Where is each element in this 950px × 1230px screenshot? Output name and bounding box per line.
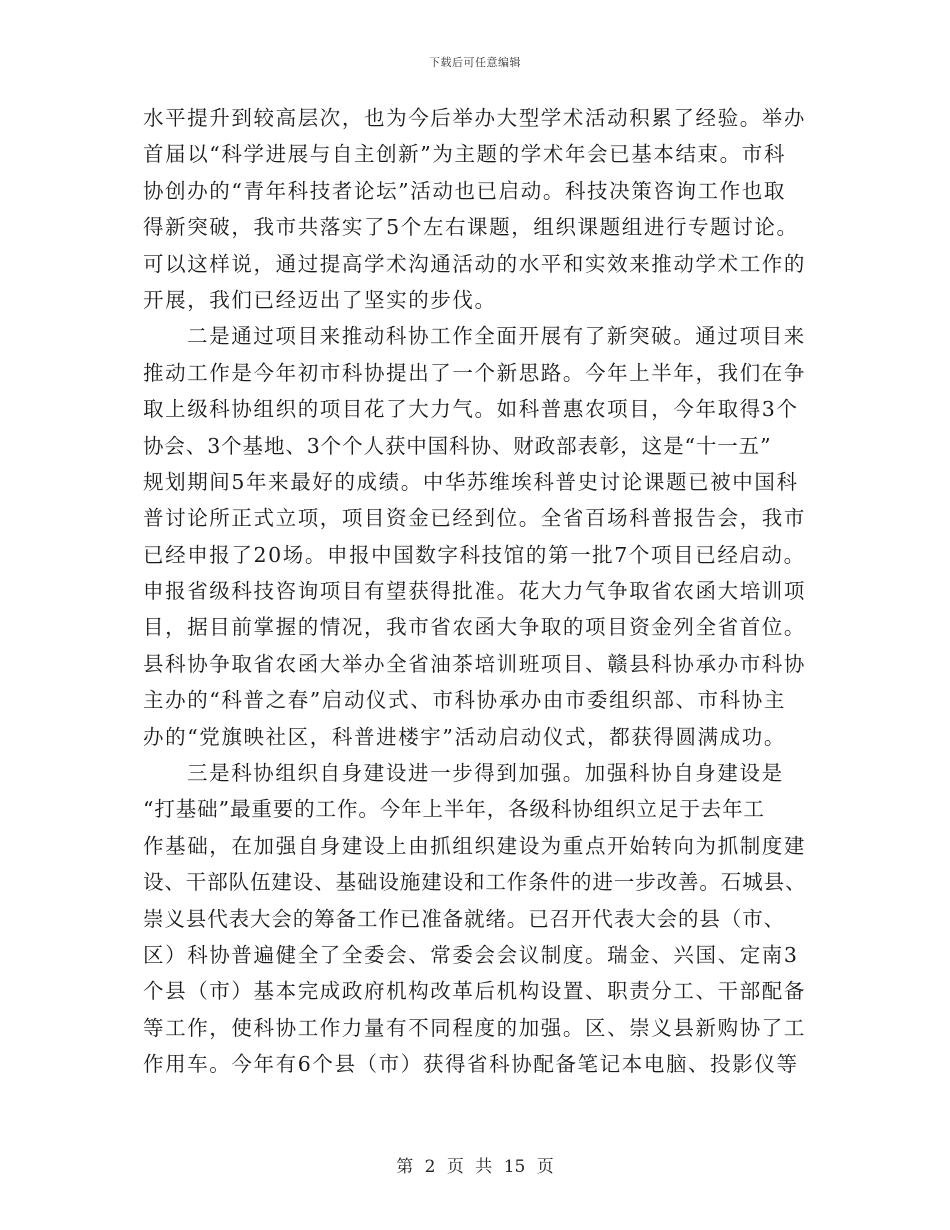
body-line: 县科协争取省农函大举办全省油茶培训班项目、赣县科协承办市科协 (143, 651, 806, 676)
body-line: 区）科协普遍健全了全委会、常委会会议制度。瑞金、兴国、定南3 (143, 942, 799, 967)
paragraph-start-line: 二是通过项目来推动科协工作全面开展有了新突破。通过项目来 (187, 324, 806, 349)
body-line: 崇义县代表大会的筹备工作已准备就绪。已召开代表大会的县（市、 (143, 906, 785, 931)
paragraph-start-line: 三是科协组织自身建设进一步得到加强。加强科协自身建设是 (187, 761, 784, 786)
body-line: 水平提升到较高层次，也为今后举办大型学术活动积累了经验。举办 (143, 106, 806, 130)
body-line: 可以这样说，通过提高学术沟通活动的水平和实效来推动学术工作的 (143, 251, 806, 276)
document-body (143, 100, 811, 1083)
body-line: 个县（市）基本完成政府机构改革后机构设置、职责分工、干部配备 (143, 979, 806, 1004)
body-line: 作用车。今年有6个县（市）获得省科协配备笔记本电脑、投影仪等 (143, 1052, 799, 1077)
body-line: 开展，我们已经迈出了坚实的步伐。 (143, 287, 497, 312)
body-line: 已经申报了20场。申报中国数字科技馆的第一批7个项目已经启动。 (143, 542, 806, 567)
body-line: 设、干部队伍建设、基础设施建设和工作条件的进一步改善。石城县、 (143, 870, 807, 895)
body-line: 主办的“科普之春”启动仪式、市科协承办由市委组织部、市科协主 (143, 688, 786, 713)
body-line: 普讨论所正式立项，项目资金已经到位。全省百场科普报告会，我市 (143, 506, 806, 531)
page-number-footer: 第 2 页 共 15 页 (396, 1157, 554, 1177)
body-line: 取上级科协组织的项目花了大力气。如科普惠农项目，今年取得3个 (143, 397, 799, 422)
page-header-note: 下载后可任意编辑 (429, 56, 521, 69)
body-line: 等工作，使科协工作力量有不同程度的加强。区、崇义县新购协了工 (143, 1015, 806, 1040)
body-line: 协创办的“青年科技者论坛”活动也已启动。科技决策咨询工作也取 (143, 178, 786, 203)
body-line: “打基础”最重要的工作。今年上半年，各级科协组织立足于去年工 (143, 797, 765, 822)
body-line: 得新突破，我市共落实了5个左右课题，组织课题组进行专题讨论。 (143, 215, 799, 240)
body-line: 协会、3个基地、3个个人获中国科协、财政部表彰，这是“十一五” (143, 433, 772, 458)
body-line: 推动工作是今年初市科协提出了一个新思路。今年上半年，我们在争 (143, 360, 806, 385)
body-line: 申报省级科技咨询项目有望获得批准。花大力气争取省农函大培训项 (143, 579, 806, 604)
body-line: 作基础，在加强自身建设上由抓组织建设为重点开始转向为抓制度建 (143, 833, 806, 858)
body-line: 规划期间5年来最好的成绩。中华苏维埃科普史讨论课题已被中国科 (143, 469, 799, 494)
body-line: 首届以“科学进展与自主创新”为主题的学术年会已基本结束。市科 (143, 142, 786, 167)
body-line: 办的“党旗映社区，科普进楼宇”活动启动仪式，都获得圆满成功。 (143, 724, 786, 749)
body-line: 目，据目前掌握的情况，我市省农函大争取的项目资金列全省首位。 (143, 615, 806, 640)
